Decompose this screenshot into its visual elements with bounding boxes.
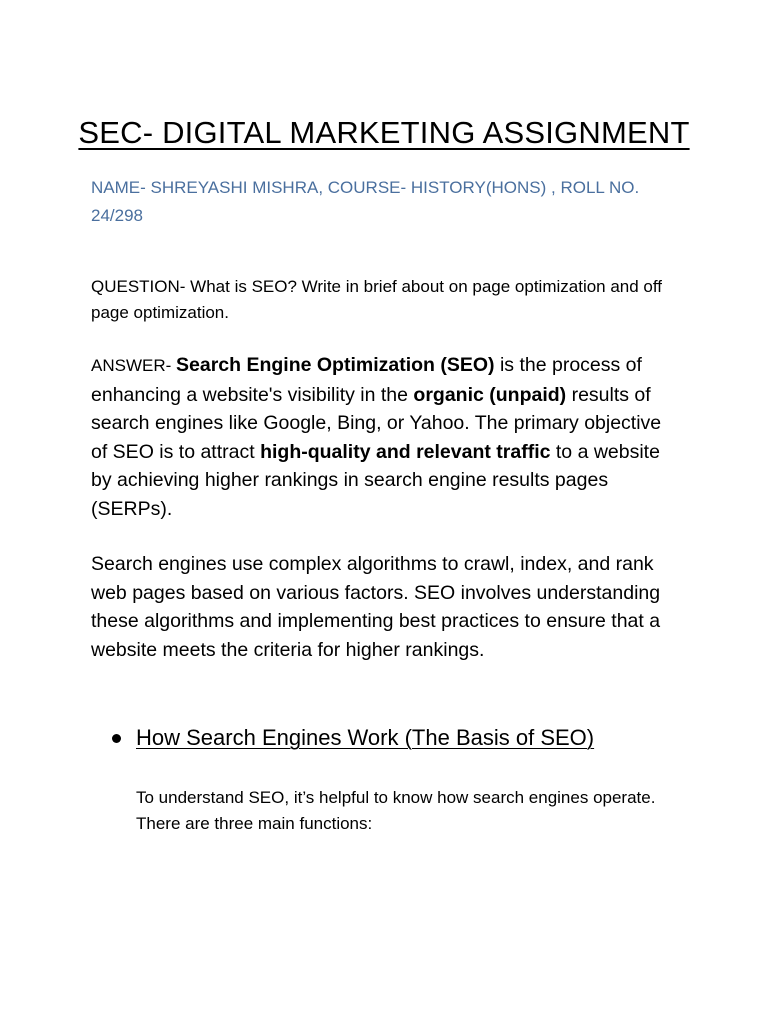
bullet-dot-icon bbox=[112, 734, 121, 743]
answer-text-2: results of search engines like Google, Bing, or Yahoo. The primary objective of SEO is to attract bbox=[91, 383, 662, 463]
answer-text-3: to a website by achieving higher rankings in search engine results pages (SERPs). bbox=[91, 440, 660, 520]
answer-paragraph bbox=[91, 351, 681, 523]
question-text: QUESTION- What is SEO? Write in brief about on page optimization and off page optimization. bbox=[91, 277, 663, 322]
bullet-heading: How Search Engines Work (The Basis of SEO) bbox=[136, 725, 595, 750]
algorithms-paragraph: Search engines use complex algorithms to crawl, index, and rank web pages based on various factors. SEO involves understanding these algorithms and implementing best practices to ensure that a website meets the criteria for higher rankings. bbox=[91, 553, 661, 661]
answer-prefix: ANSWER- bbox=[91, 356, 176, 375]
bullet-item bbox=[112, 722, 594, 754]
organic-term: organic (unpaid) bbox=[413, 383, 567, 406]
bullet-paragraph: To understand SEO, it’s helpful to know how search engines operate. There are three main functions: bbox=[136, 788, 656, 833]
answer-text-1: is the process of enhancing a website's visibility in the bbox=[91, 354, 642, 406]
student-info-line: NAME- SHREYASHI MISHRA, COURSE- HISTORY(HONS) , ROLL NO. 24/298 bbox=[91, 178, 640, 225]
seo-term: Search Engine Optimization (SEO) bbox=[176, 354, 495, 376]
traffic-term: high-quality and relevant traffic bbox=[260, 440, 551, 463]
document-title: SEC- DIGITAL MARKETING ASSIGNMENT bbox=[78, 115, 690, 150]
